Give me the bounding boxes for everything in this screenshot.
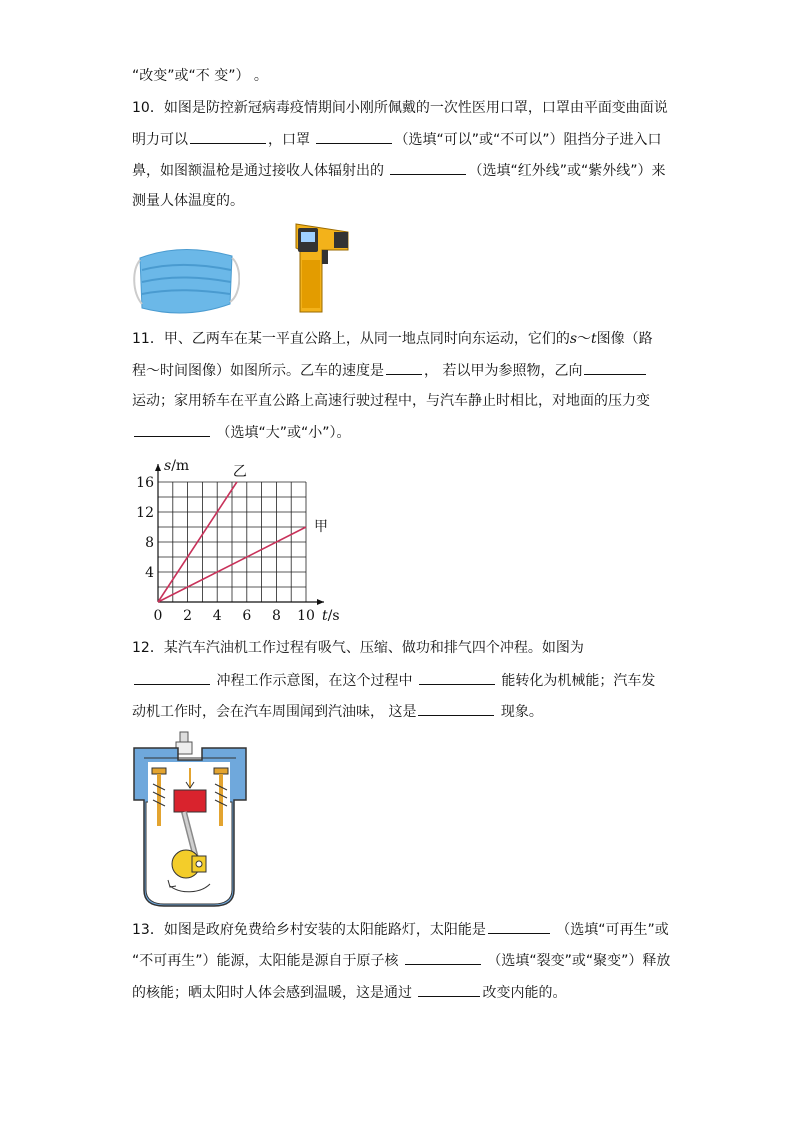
x-tick-label: 8 xyxy=(271,608,281,624)
series-label: 乙 xyxy=(232,464,247,480)
answer-blank[interactable] xyxy=(419,670,495,685)
y-tick-label: 16 xyxy=(136,475,154,491)
question-13-line-2: “不可再生”）能源，太阳能是源自于原子核 （选填“裂变”或“聚变”）释放 xyxy=(132,950,670,971)
y-tick-label: 8 xyxy=(145,535,154,551)
question-10-line-3: 鼻，如图额温枪是通过接收人体辐射出的 （选填“红外线”或“紫外线”）来 xyxy=(132,160,665,181)
infrared-thermometer-icon xyxy=(292,220,354,318)
s-t-graph xyxy=(130,452,350,626)
x-tick-label: 10 xyxy=(297,608,315,624)
question-13-line-1: 13．如图是政府免费给乡村安装的太阳能路灯，太阳能是 （选填“可再生”或 xyxy=(132,919,669,940)
x-tick-label: 2 xyxy=(183,608,193,624)
chart-axes xyxy=(155,464,324,605)
answer-blank[interactable] xyxy=(584,360,646,375)
x-axis-label: t/s xyxy=(322,608,340,624)
y-tick-label: 4 xyxy=(145,565,154,581)
question-12-line-3: 动机工作时，会在汽车周围闻到汽油味， 这是 现象。 xyxy=(132,701,543,722)
answer-blank[interactable] xyxy=(316,129,392,144)
x-axis-arrow xyxy=(317,599,324,605)
question-11-line-1: 11．甲、乙两车在某一平直公路上，从同一地点同时向东运动，它们的s～t图像（路 xyxy=(132,331,653,347)
answer-blank[interactable] xyxy=(488,919,550,934)
question-12-line-2: 冲程工作示意图，在这个过程中 能转化为机械能；汽车发 xyxy=(132,670,655,691)
engine-cylinder-diagram-icon xyxy=(130,730,250,908)
chart-labels xyxy=(136,458,339,624)
question-10-line-4: 测量人体温度的。 xyxy=(132,193,244,209)
answer-blank[interactable] xyxy=(418,982,480,997)
question-12-line-1: 12．某汽车汽油机工作过程有吸气、压缩、做功和排气四个冲程。如图为 xyxy=(132,640,584,656)
surgical-mask-icon xyxy=(132,244,240,318)
answer-blank[interactable] xyxy=(405,950,481,965)
answer-blank[interactable] xyxy=(390,160,466,175)
question-10-line-1: 10．如图是防控新冠病毒疫情期间小刚所佩戴的一次性医用口罩，口罩由平面变曲面说 xyxy=(132,100,668,116)
y-tick-label: 12 xyxy=(136,505,154,521)
x-tick-label: 4 xyxy=(212,608,222,624)
answer-blank[interactable] xyxy=(386,360,422,375)
question-11-line-3: 运动；家用轿车在平直公路上高速行驶过程中，与汽车静止时相比，对地面的压力变 xyxy=(132,393,650,409)
x-tick-label: 0 xyxy=(153,608,163,624)
question-10-line-2: 明力可以 ，口罩 （选填“可以”或“不可以”）阻挡分子进入口 xyxy=(132,129,661,150)
chart-grid xyxy=(158,482,306,602)
question-11-line-4: （选填“大”或“小”）。 xyxy=(132,422,350,443)
answer-blank[interactable] xyxy=(190,129,266,144)
series-label: 甲 xyxy=(314,519,328,535)
answer-blank[interactable] xyxy=(134,670,210,685)
question-13-line-3: 的核能；晒太阳时人体会感到温暖，这是通过 改变内能的。 xyxy=(132,982,566,1003)
y-axis-arrow xyxy=(155,464,161,471)
answer-blank[interactable] xyxy=(134,422,210,437)
answer-blank[interactable] xyxy=(418,701,494,716)
question-11-line-2: 程～时间图像）如图所示。乙车的速度是 ， 若以甲为参照物，乙向 xyxy=(132,360,648,381)
text-line: “改变”或“不 变”） 。 xyxy=(132,68,268,84)
x-tick-label: 6 xyxy=(242,608,252,624)
y-axis-label: s/m xyxy=(164,458,190,474)
